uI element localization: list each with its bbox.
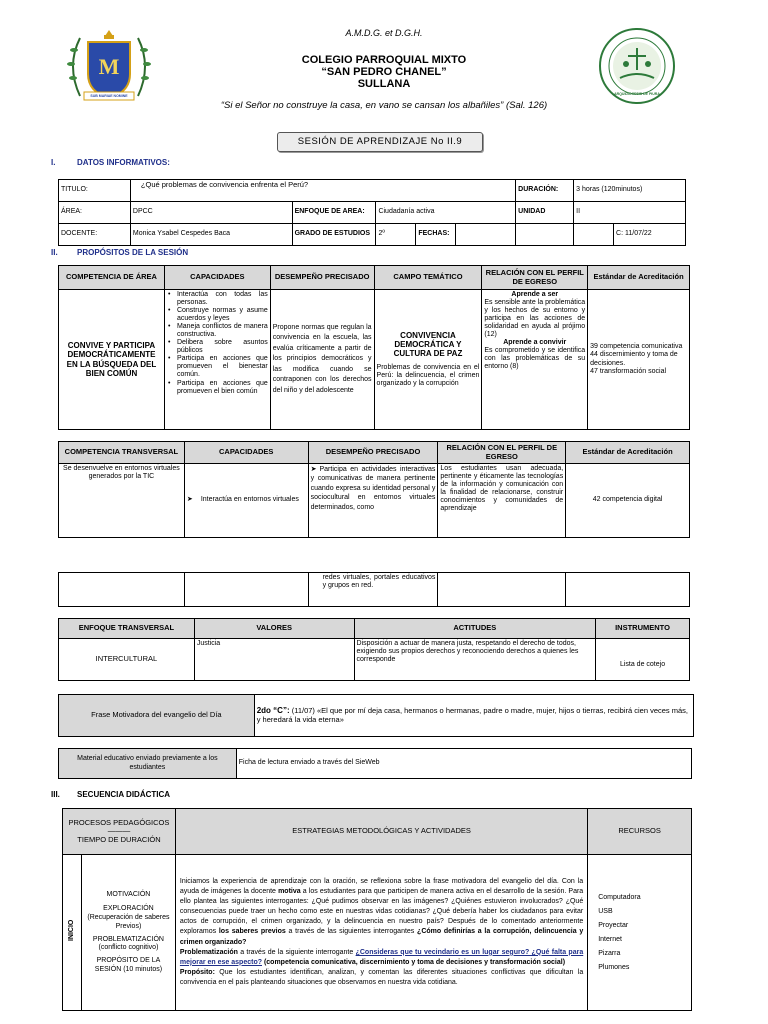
secuencia-table — [62, 808, 692, 1011]
capacidad-item: • Participa en acciones que promueven el bienestar común. — [175, 355, 268, 379]
empty-cell — [566, 573, 690, 607]
proceso-problematizacion: PROBLEMATIZACIÓN (conflicto cognitivo) — [92, 935, 164, 952]
perfil-text-1: Es sensible ante la problemática y los hechos de su entorno y participa en las acciones de solidaridad en ayuda al prójimo (12) — [484, 299, 586, 339]
material-value: Ficha de lectura enviado a través del SieWeb — [236, 749, 691, 779]
instrumento-value: Lista de cotejo — [596, 639, 690, 681]
capacidad-transversal-text: Interactúa en entornos virtuales — [200, 496, 299, 504]
strat-prob-a: a través de la siguiente interrogante — [240, 948, 354, 956]
unidad-value: II — [574, 202, 686, 224]
inicio-cell — [63, 855, 82, 1011]
enfoque-value: INTERCULTURAL — [59, 639, 195, 681]
strat-prop-text: Que los estudiantes identifican, analizan, y comentan las diferentes situaciones conflictivas que dificultan la convivencia en el país planteando situaciones que observamos en nuestra vida cotidiana. — [179, 968, 584, 987]
procesos-cell — [82, 855, 176, 1011]
area-value: DPCC — [130, 202, 292, 224]
header-enfoque: ENFOQUE TRANSVERSAL — [59, 619, 195, 639]
strat-prop-label: Propósito: — [179, 968, 215, 976]
session-title-box — [277, 132, 483, 152]
strat-text-2: a los estudiantes para que participen de manera activa en el desarrollo de la sesión. Para ello plantea las siguientes interrogantes: ¿Qué pudimos observar en las imágenes? ¿Quiénes estuvieron involucrados? ¿Qué consecuencias puede traer un hecho como este en nuestras vidas cotidianas? ¿Qué debería haber los ciudadanos para evitar actos de corrupción, el crimen organizado, y la delincuencia en nuestro país? Después de lo comentado anteriormente exploramos — [179, 887, 584, 936]
section-2-title: PROPÓSITOS DE LA SESIÓN — [77, 248, 189, 257]
capacidad-item: • Maneja conflictos de manera constructiva. — [175, 323, 268, 339]
header-valores: VALORES — [194, 619, 354, 639]
competencia-area: CONVIVE Y PARTICIPA DEMOCRÁTICAMENTE EN LA BÚSQUEDA DEL BIEN COMÚN — [59, 290, 165, 430]
header-perfil-egreso: RELACIÓN CON EL PERFIL DE EGRESO — [482, 266, 588, 290]
capacidad-transversal — [184, 464, 308, 538]
proceso-motivacion: MOTIVACIÓN — [106, 890, 151, 898]
frase-prefix: 2do “C”: — [256, 706, 290, 716]
header-perfil-t: RELACIÓN CON EL PERFIL DE EGRESO — [438, 442, 566, 464]
docente-label: DOCENTE: — [59, 224, 131, 246]
campo-text: Problemas de convivencia en el Perú: la delincuencia, el crimen organizado y la corrupción — [376, 364, 480, 388]
strat-prob-label: Problematización — [179, 948, 238, 956]
fechas-empty-3 — [574, 224, 614, 246]
strat-question: ¿Cómo definirías a la corrupción, delincuencia y crimen organizado? — [179, 928, 584, 946]
estandar-item: 44 discernimiento y toma de decisiones. — [590, 351, 678, 367]
grado-label: GRADO DE ESTUDIOS — [292, 224, 376, 246]
material-label: Material educativo enviado previamente a los estudiantes — [59, 749, 237, 779]
empty-cell — [59, 573, 185, 607]
estandar-item: 39 competencia comunicativa — [590, 343, 683, 351]
header-campo-tematico: CAMPO TEMÁTICO — [374, 266, 482, 290]
estrategias-cell — [175, 855, 587, 1011]
right-logo-text: ARQUIDIOCESIS DE PIURA — [614, 92, 660, 96]
recurso-item: Proyectar — [598, 921, 629, 929]
duracion-label: DURACIÓN: — [516, 180, 574, 202]
unidad-label: UNIDAD — [516, 202, 574, 224]
strat-motiva: motiva — [278, 887, 301, 895]
competencia-transversal: Se desenvuelve en entornos virtuales generados por la TIC — [59, 464, 185, 538]
titulo-value: ¿Qué problemas de convivencia enfrenta el Perú? — [130, 180, 515, 202]
competencia-transversal-table — [58, 441, 690, 538]
section-3-number: III. — [51, 790, 60, 799]
area-label: ÁREA: — [59, 202, 131, 224]
frase-table — [58, 694, 694, 737]
header-actitudes: ACTITUDES — [354, 619, 596, 639]
proceso-exploracion: EXPLORACIÓN (Recuperación de saberes Previos) — [87, 905, 170, 930]
section-2-number: II. — [51, 248, 58, 257]
svg-text:M: M — [98, 54, 120, 79]
grado-value: 2º — [376, 224, 416, 246]
header-instrumento: INSTRUMENTO — [596, 619, 690, 639]
inicio-label: INICIO — [67, 920, 75, 942]
header-competencia-transversal: COMPETENCIA TRANSVERSAL — [59, 442, 185, 464]
perfil-heading-2: Aprende a convivir — [503, 339, 567, 347]
desempeno-transversal-text: Participa en actividades interactivas y comunicativas de manera pertinente cuando expresa su identidad personal y sociocultural en entornos virtuales determinados, como — [310, 466, 436, 511]
fechas-empty-2 — [516, 224, 574, 246]
frase-text: (11/07) «El que por mí deja casa, hermanos o hermanas, padre o madre, mujer, hijos o tierras, recibirá cien veces más, y heredará la vida eterna» — [256, 706, 689, 724]
estandar-transversal: 42 competencia digital — [566, 464, 690, 538]
datos-informativos-table — [58, 179, 686, 246]
strat-text-1: Iniciamos la experiencia de aprendizaje con la oración, se reflexiona sobre la frase motivadora del evangelio del día. Con la ayuda de imágenes la docente — [179, 877, 584, 895]
capacidad-item: • Interactúa con todas las personas. — [175, 291, 268, 307]
motto: A.M.D.G. et D.G.H. — [345, 28, 423, 38]
empty-cell — [438, 573, 566, 607]
campo-title: CONVIVENCIA DEMOCRÁTICA Y CULTURA DE PAZ — [393, 330, 463, 359]
header-estandar-t: Estándar de Acreditación — [566, 442, 690, 464]
arrow-icon: ➤ — [310, 466, 317, 473]
material-table — [58, 748, 692, 779]
school-name: COLEGIO PARROQUIAL MIXTO — [301, 54, 467, 66]
strat-prob-b: (competencia comunicativa, discernimiento y toma de decisiones y transformación social) — [263, 958, 566, 966]
header-dash: ——— — [107, 826, 131, 836]
perfil-heading-1: Aprende a ser — [511, 291, 559, 298]
strat-prob-question: ¿Consideras que tu vecindario es un lugar seguro? ¿Qué falta para mejorar en ese aspecto? — [179, 948, 584, 966]
header-procesos — [63, 809, 176, 855]
section-1-number: I. — [51, 158, 56, 167]
recurso-item: Pizarra — [598, 949, 621, 957]
enfoque-transversal-table — [58, 618, 690, 681]
capacidades-list — [164, 290, 270, 430]
docente-value: Monica Ysabel Cespedes Baca — [130, 224, 292, 246]
school-city: SULLANA — [357, 78, 411, 90]
strat-text-3: a través de las siguientes interrogantes — [288, 928, 415, 936]
fechas-empty-1 — [456, 224, 516, 246]
actitudes-value: Disposición a actuar de manera justa, respetando el derecho de todos, exigiendo sus propios derechos y reconociendo derechos a quienes les corresponde — [354, 639, 596, 681]
header-competencia-area: COMPETENCIA DE ÁREA — [59, 266, 165, 290]
left-logo-text: SUB MARIAE NOMINE — [90, 94, 128, 98]
capacidad-item: • Delibera sobre asuntos públicos — [175, 339, 268, 355]
recurso-item: Plumones — [598, 963, 630, 971]
recurso-item: Computadora — [598, 893, 641, 901]
header-tiempo: TIEMPO DE DURACIÓN — [77, 834, 161, 844]
desempeno-transversal — [308, 464, 438, 538]
strat-saberes: los saberes previos — [218, 928, 286, 936]
campo-tematico — [374, 290, 482, 430]
fechas-label: FECHAS: — [416, 224, 456, 246]
estandar-acreditacion — [588, 290, 690, 430]
header-estandar: Estándar de Acreditación — [588, 266, 690, 290]
propositos-table — [58, 265, 690, 430]
frase-cell — [254, 695, 693, 737]
header-estrategias: ESTRATEGIAS METODOLÓGICAS Y ACTIVIDADES — [175, 809, 587, 855]
section-3-title: SECUENCIA DIDÁCTICA — [77, 790, 171, 799]
titulo-label: TITULO: — [59, 180, 131, 202]
header-capacidades-t: CAPACIDADES — [184, 442, 308, 464]
section-1-title: DATOS INFORMATIVOS: — [77, 158, 170, 167]
duracion-value: 3 horas (120minutos) — [574, 180, 686, 202]
enfoque-value: Ciudadanía activa — [376, 202, 516, 224]
desempeno-transversal-cont: redes virtuales, portales educativos y grupos en red. — [308, 573, 438, 607]
perfil-transversal: Los estudiantes usan adecuada, pertinente y éticamente las tecnologías de la información y comunicación con la finalidad de relacionarse, construir conocimientos y comunidades de aprendizaje — [438, 464, 566, 538]
frase-label: Frase Motivadora del evangelio del Día — [59, 695, 255, 737]
proceso-proposito: PROPÓSITO DE LA SESIÓN (10 minutos) — [94, 957, 163, 973]
capacidad-item: • Construye normas y asume acuerdos y leyes — [175, 307, 268, 323]
recurso-item: Internet — [598, 935, 622, 943]
header-procesos-text: PROCESOS PEDAGÓGICOS — [68, 817, 170, 827]
header-recursos: RECURSOS — [588, 809, 692, 855]
header-desempeno: DESEMPEÑO PRECISADO — [270, 266, 374, 290]
enfoque-label: ENFOQUE DE AREA: — [292, 202, 376, 224]
empty-cell — [184, 573, 308, 607]
header-quote: “Si el Señor no construye la casa, en vano se cansan los albañiles” (Sal. 126) — [220, 100, 548, 111]
school-patron: “SAN PEDRO CHANEL” — [321, 66, 447, 78]
recurso-item: USB — [598, 907, 613, 915]
capacidad-item: • Participa en acciones que promueven el bien común — [175, 380, 268, 396]
valores-value: Justicia — [194, 639, 354, 681]
arrow-icon: ➤ — [186, 496, 193, 504]
header-desempeno-t: DESEMPEÑO PRECISADO — [308, 442, 438, 464]
competencia-transversal-continued — [58, 572, 690, 607]
session-title: SESIÓN DE APRENDIZAJE No II.9 — [297, 136, 463, 147]
recursos-cell — [588, 855, 692, 1011]
desempeno-precisado: Propone normas que regulan la convivencia en la escuela, las evalúa críticamente a partir de los principios democráticos y las modifica cuando se contraponen con los derechos del niño y del adolescente — [270, 290, 374, 430]
estandar-item: 47 transformación social — [590, 367, 667, 375]
perfil-egreso — [482, 290, 588, 430]
perfil-text-2: Es comprometido y se identifica con las problemáticas de su entorno (8) — [484, 347, 586, 371]
fecha-value: C: 11/07/22 — [614, 224, 686, 246]
header-capacidades: CAPACIDADES — [164, 266, 270, 290]
